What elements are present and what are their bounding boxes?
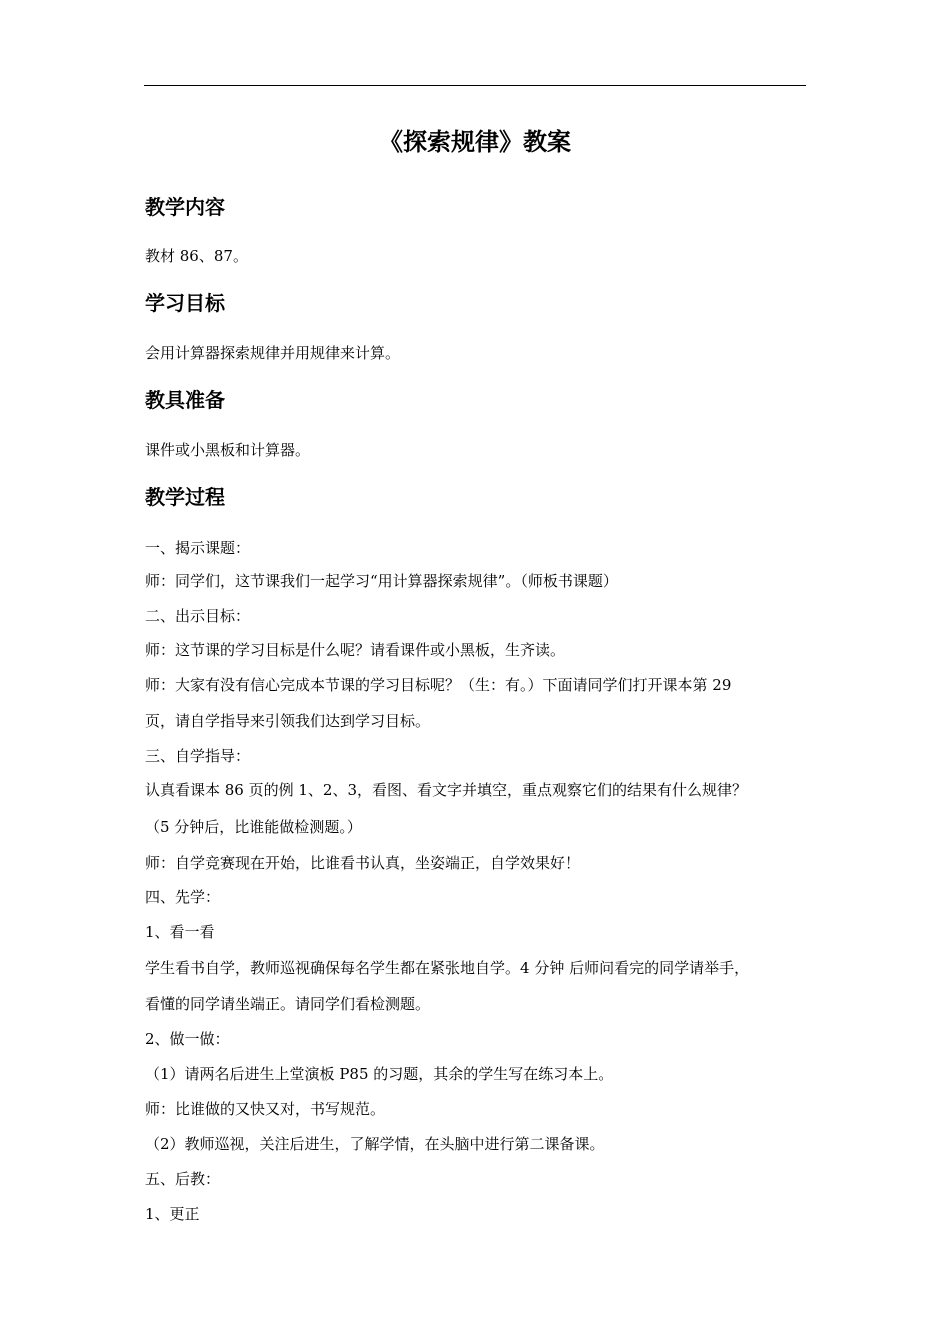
process-line: 师：同学们，这节课我们一起学习“用计算器探索规律”。（师板书课题） [145,572,618,590]
process-line: 认真看课本 86 页的例 1、2、3，看图、看文字并填空，重点观察它们的结果有什么规律？ [145,781,748,799]
process-line: 二、出示目标： [145,607,251,625]
process-line: （5 分钟后，比谁能做检测题。） [145,818,362,836]
goal-text: 会用计算器探索规律并用规律来计算。 [145,344,401,362]
heading-content: 教学内容 [145,195,225,219]
document-title: 《探索规律》教案 [379,128,571,156]
process-line: 三、自学指导： [145,747,251,765]
process-line: 五、后教： [145,1170,221,1188]
process-line: 页，请自学指导来引领我们达到学习目标。 [145,712,431,730]
header-rule [144,85,806,86]
process-line: （2）教师巡视，关注后进生，了解学情，在头脑中进行第二课备课。 [145,1135,605,1153]
process-line: 2、做一做： [145,1030,230,1048]
heading-tools: 教具准备 [145,388,225,412]
process-line: 师：比谁做的又快又对，书写规范。 [145,1100,386,1118]
content-text: 教材 86、87。 [145,247,248,265]
process-line: 一、揭示课题： [145,539,251,557]
process-line: 师：大家有没有信心完成本节课的学习目标呢？（生：有。）下面请同学们打开课本第 29 [145,676,732,694]
process-line: 1、看一看 [145,923,215,941]
process-line: 1、更正 [145,1205,200,1223]
heading-goal: 学习目标 [145,291,225,315]
tools-text: 课件或小黑板和计算器。 [145,441,311,459]
process-line: 学生看书自学，教师巡视确保每名学生都在紧张地自学。4 分钟 后师问看完的同学请举手， [145,959,750,977]
process-line: 看懂的同学请坐端正。请同学们看检测题。 [145,995,431,1013]
process-line: 师：自学竞赛现在开始，比谁看书认真，坐姿端正，自学效果好！ [145,854,581,872]
heading-process: 教学过程 [145,485,225,509]
process-line: 师：这节课的学习目标是什么呢？请看课件或小黑板，生齐读。 [145,641,566,659]
process-line: 四、先学： [145,888,221,906]
process-line: （1）请两名后进生上堂演板 P85 的习题，其余的学生写在练习本上。 [145,1065,614,1083]
